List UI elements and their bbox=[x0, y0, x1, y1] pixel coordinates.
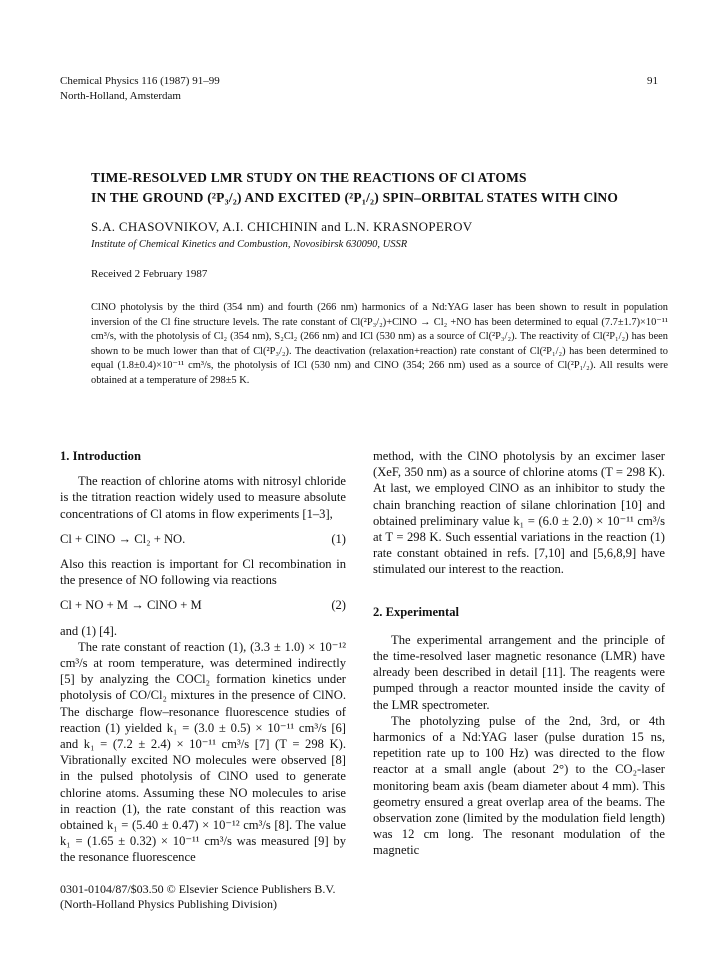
page-number: 91 bbox=[647, 75, 658, 87]
affiliation: Institute of Chemical Kinetics and Combustion, Novosibirsk 630090, USSR bbox=[91, 239, 408, 250]
experimental-paragraph-1: The experimental arrangement and the principle of the time-resolved laser magnetic resonance (LMR) have already been described in detail [11]. The reagents were pumped through a reactor mounted inside the cavity of the LMR spectrometer. bbox=[373, 632, 665, 712]
copyright-line: 0301-0104/87/$03.50 © Elsevier Science Publishers B.V. bbox=[60, 882, 336, 896]
equation-1-number: (1) bbox=[331, 531, 346, 546]
journal-citation: Chemical Physics 116 (1987) 91–99 bbox=[60, 75, 220, 87]
intro-paragraph-5: method, with the ClNO photolysis by an excimer laser (XeF, 350 nm) as a source of chlorine atoms (T = 298 K). At last, we employed ClNO as an inhibitor to study the chain branching reaction of silane chlorination [10] and obtained preliminary value k₁ = (6.0 ± 2.0) × 10⁻¹¹ cm³/s at T = 298 K. Such essential variations in the reaction (1) rate constant obtained in refs. [7,10] and [5,6,8,9] have stimulated our interest to the reaction. bbox=[373, 449, 665, 577]
abstract: ClNO photolysis by the third (354 nm) and fourth (266 nm) harmonics of a Nd:YAG laser has been shown to result in population inversion of the Cl fine structure levels. The rate constant of Cl(²P₃/₂)+ClNO → Cl₂ +NO has been determined to equal (7.7±1.7)×10⁻¹¹ cm³/s, with the photolysis of Cl₂ (354 nm), S₂Cl₂ (266 nm) and ICl (530 nm) as a source of Cl(²P₃/₂). The reactivity of Cl(²P₁/₂) has been shown to be much lower than that of Cl(²P₃/₂). The deactivation (relaxation+reaction) rate constant of Cl(²P₁/₂) has been determined to equal (1.8±0.4)×10⁻¹¹ cm³/s, the photolysis of ICl (530 nm) and ClNO (354; 266 nm) used as a source of Cl(²P₁/₂). All results were obtained at a temperature of 298±5 K. bbox=[91, 302, 668, 386]
right-column bbox=[373, 448, 665, 859]
authors: S.A. CHASOVNIKOV, A.I. CHICHININ and L.N. KRASNOPEROV bbox=[91, 219, 473, 234]
equation-1-text: Cl + ClNO → Cl₂ + NO. bbox=[60, 531, 186, 546]
experimental-paragraph-2: The photolyzing pulse of the 2nd, 3rd, or 4th harmonics of a Nd:YAG laser (pulse duration 15 ns, repetition rate up to 100 Hz) was directed to the flow reactor at a small angle (about 2°) to the CO₂-laser monitoring beam axis (beam diameter about 4 mm). This geometry ensured a great overlap area of the beams. The observation zone (limited by the modulation field length) was 12 cm long. The resonant modulation of the magnetic bbox=[373, 713, 665, 858]
copyright-footer bbox=[60, 882, 336, 912]
publisher-location: North-Holland, Amsterdam bbox=[60, 90, 181, 102]
left-column bbox=[60, 448, 346, 866]
section-title-introduction: 1. Introduction bbox=[60, 449, 141, 463]
equation-2-text: Cl + NO + M → ClNO + M bbox=[60, 598, 202, 613]
paper-title bbox=[91, 168, 618, 208]
journal-header bbox=[60, 74, 220, 104]
equation-2-number: (2) bbox=[331, 598, 346, 613]
title-line-2: IN THE GROUND (²P₃/₂) AND EXCITED (²P₁/₂) SPIN–ORBITAL STATES WITH ClNO bbox=[91, 190, 619, 205]
equation-1 bbox=[60, 531, 346, 547]
intro-paragraph-1: The reaction of chlorine atoms with nitrosyl chloride is the titration reaction widely used to measure absolute concentrations of Cl atoms in flow experiments [1–3], bbox=[60, 474, 346, 521]
received-date: Received 2 February 1987 bbox=[91, 268, 208, 280]
section-title-experimental: 2. Experimental bbox=[373, 604, 460, 619]
intro-paragraph-3: and (1) [4]. bbox=[60, 623, 117, 638]
title-line-1: TIME-RESOLVED LMR STUDY ON THE REACTIONS OF Cl ATOMS bbox=[91, 170, 527, 185]
equation-2 bbox=[60, 597, 346, 613]
intro-paragraph-2: Also this reaction is important for Cl recombination in the presence of NO following via reactions bbox=[60, 557, 346, 588]
publisher-division: (North-Holland Physics Publishing Division) bbox=[60, 897, 278, 911]
intro-paragraph-4: The rate constant of reaction (1), (3.3 ± 1.0) × 10⁻¹² cm³/s at room temperature, was determined indirectly [5] by analyzing the COCl₂ formation kinetics under photolysis of CO/Cl₂ mixtures in the presence of ClNO. The discharge flow–resonance fluorescence studies of reaction (1) yielded k₁ = (3.0 ± 0.5) × 10⁻¹¹ cm³/s [6] and k₁ = (7.2 ± 2.4) × 10⁻¹¹ cm³/s [7] (T = 298 K). Vibrationally excited NO molecules were observed [8] in the pulsed photolysis of ClNO used to generate chlorine atoms. Assuming these NO molecules to arise in reaction (1), the rate constant of this reaction was obtained k₁ = (5.40 ± 0.47) × 10⁻¹² cm³/s [8]. The value k₁ = (1.65 ± 0.32) × 10⁻¹¹ cm³/s was measured [9] by the resonance fluorescence bbox=[60, 639, 346, 865]
